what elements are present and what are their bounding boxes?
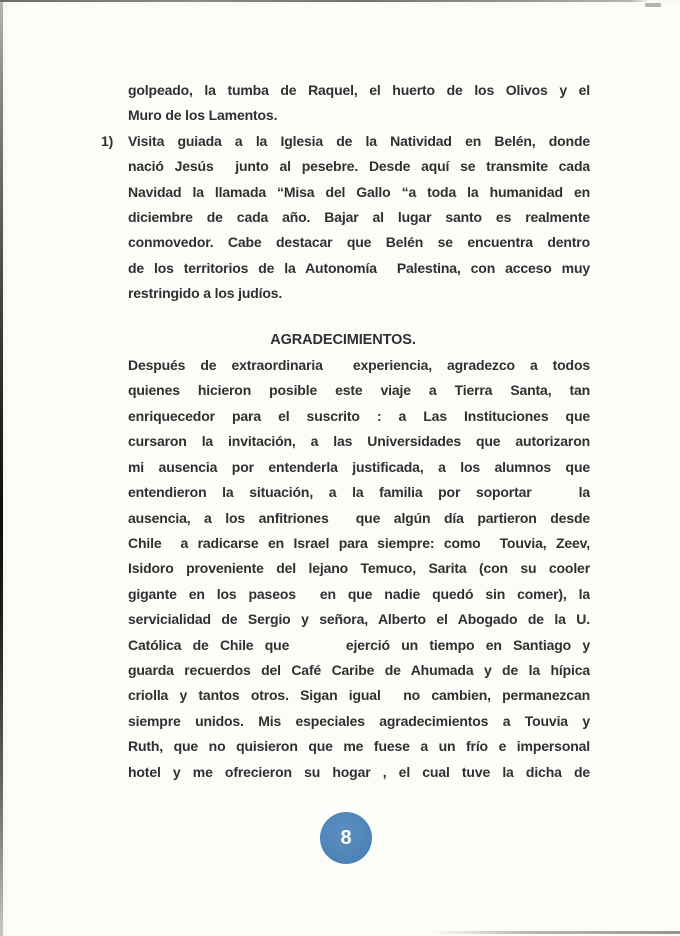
page-body bbox=[101, 78, 590, 785]
text-line: restringido a los judíos. bbox=[128, 285, 283, 302]
text-line: siempre unidos. Mis especiales agradecimientos a Touvia y bbox=[128, 712, 590, 729]
paragraph-lines bbox=[128, 129, 590, 281]
text-line: Isidoro proveniente del lejano Temuco, Sarita (con su cooler bbox=[128, 560, 590, 577]
text-line: mi ausencia por entenderla justificada, a los alumnos que bbox=[128, 458, 590, 475]
text-line: Ruth, que no quisieron que me fuese a un frío e impersonal bbox=[128, 738, 590, 755]
text-line: ausencia, a los anfitriones que algún día partieron desde bbox=[128, 509, 590, 526]
scan-edge-top-artifact bbox=[0, 0, 650, 2]
acknowledgements-paragraph bbox=[128, 353, 590, 785]
page-number-badge bbox=[320, 812, 372, 864]
text-line: de los territorios de la Autonomía Palestina, con acceso muy bbox=[128, 259, 590, 276]
text-line: entendieron la situación, a la familia por soportar la bbox=[128, 484, 590, 501]
text-line: hotel y me ofrecieron su hogar , el cual tuve la dicha de bbox=[128, 763, 590, 780]
text-line: diciembre de cada año. Bajar al lugar santo es realmente bbox=[128, 209, 590, 226]
paragraph-lines bbox=[128, 78, 590, 103]
text-line: guarda recuerdos del Café Caribe de Ahumada y de la hípica bbox=[128, 661, 590, 678]
text-line: golpeado, la tumba de Raquel, el huerto de los Olivos y el bbox=[128, 82, 590, 98]
text-line: Católica de Chile que ejerció un tiempo en Santiago y bbox=[128, 636, 590, 653]
scan-edge-left-artifact bbox=[0, 0, 3, 936]
text-line: Muro de los Lamentos. bbox=[128, 107, 278, 124]
text-line: conmovedor. Cabe destacar que Belén se encuentra dentro bbox=[128, 234, 590, 251]
text-line: Visita guiada a la Iglesia de la Natividad en Belén, donde bbox=[128, 132, 590, 149]
text-line: gigante en los paseos en que nadie quedó sin comer), la bbox=[128, 585, 590, 602]
numbered-item bbox=[101, 129, 590, 307]
text-line: enriquecedor para el suscrito : a Las Instituciones que bbox=[128, 407, 590, 424]
page-number: 8 bbox=[340, 826, 352, 849]
text-line: Después de extraordinaria experiencia, agradezco a todos bbox=[128, 357, 590, 374]
continued-paragraph bbox=[128, 78, 590, 129]
text-line: servicialidad de Sergio y señora, Alberto el Abogado de la U. bbox=[128, 611, 590, 628]
text-line: quienes hicieron posible este viaje a Tierra Santa, tan bbox=[128, 382, 590, 399]
section-heading: AGRADECIMIENTOS. bbox=[270, 331, 416, 348]
item-marker: 1) bbox=[101, 132, 114, 149]
text-line: criolla y tantos otros. Sigan igual no cambien, permanezcan bbox=[128, 687, 590, 704]
scan-mark-top-right-artifact bbox=[645, 3, 661, 7]
text-line: nació Jesús junto al pesebre. Desde aquí se transmite cada bbox=[128, 158, 590, 175]
paragraph-lines bbox=[128, 353, 590, 785]
scan-streak-bottom-right-artifact bbox=[430, 931, 680, 934]
text-line: cursaron la invitación, a las Universidades que autorizaron bbox=[128, 433, 590, 450]
text-line: Chile a radicarse en Israel para siempre: como Touvia, Zeev, bbox=[128, 534, 590, 551]
text-line: Navidad la llamada “Misa del Gallo “a toda la humanidad en bbox=[128, 183, 590, 200]
